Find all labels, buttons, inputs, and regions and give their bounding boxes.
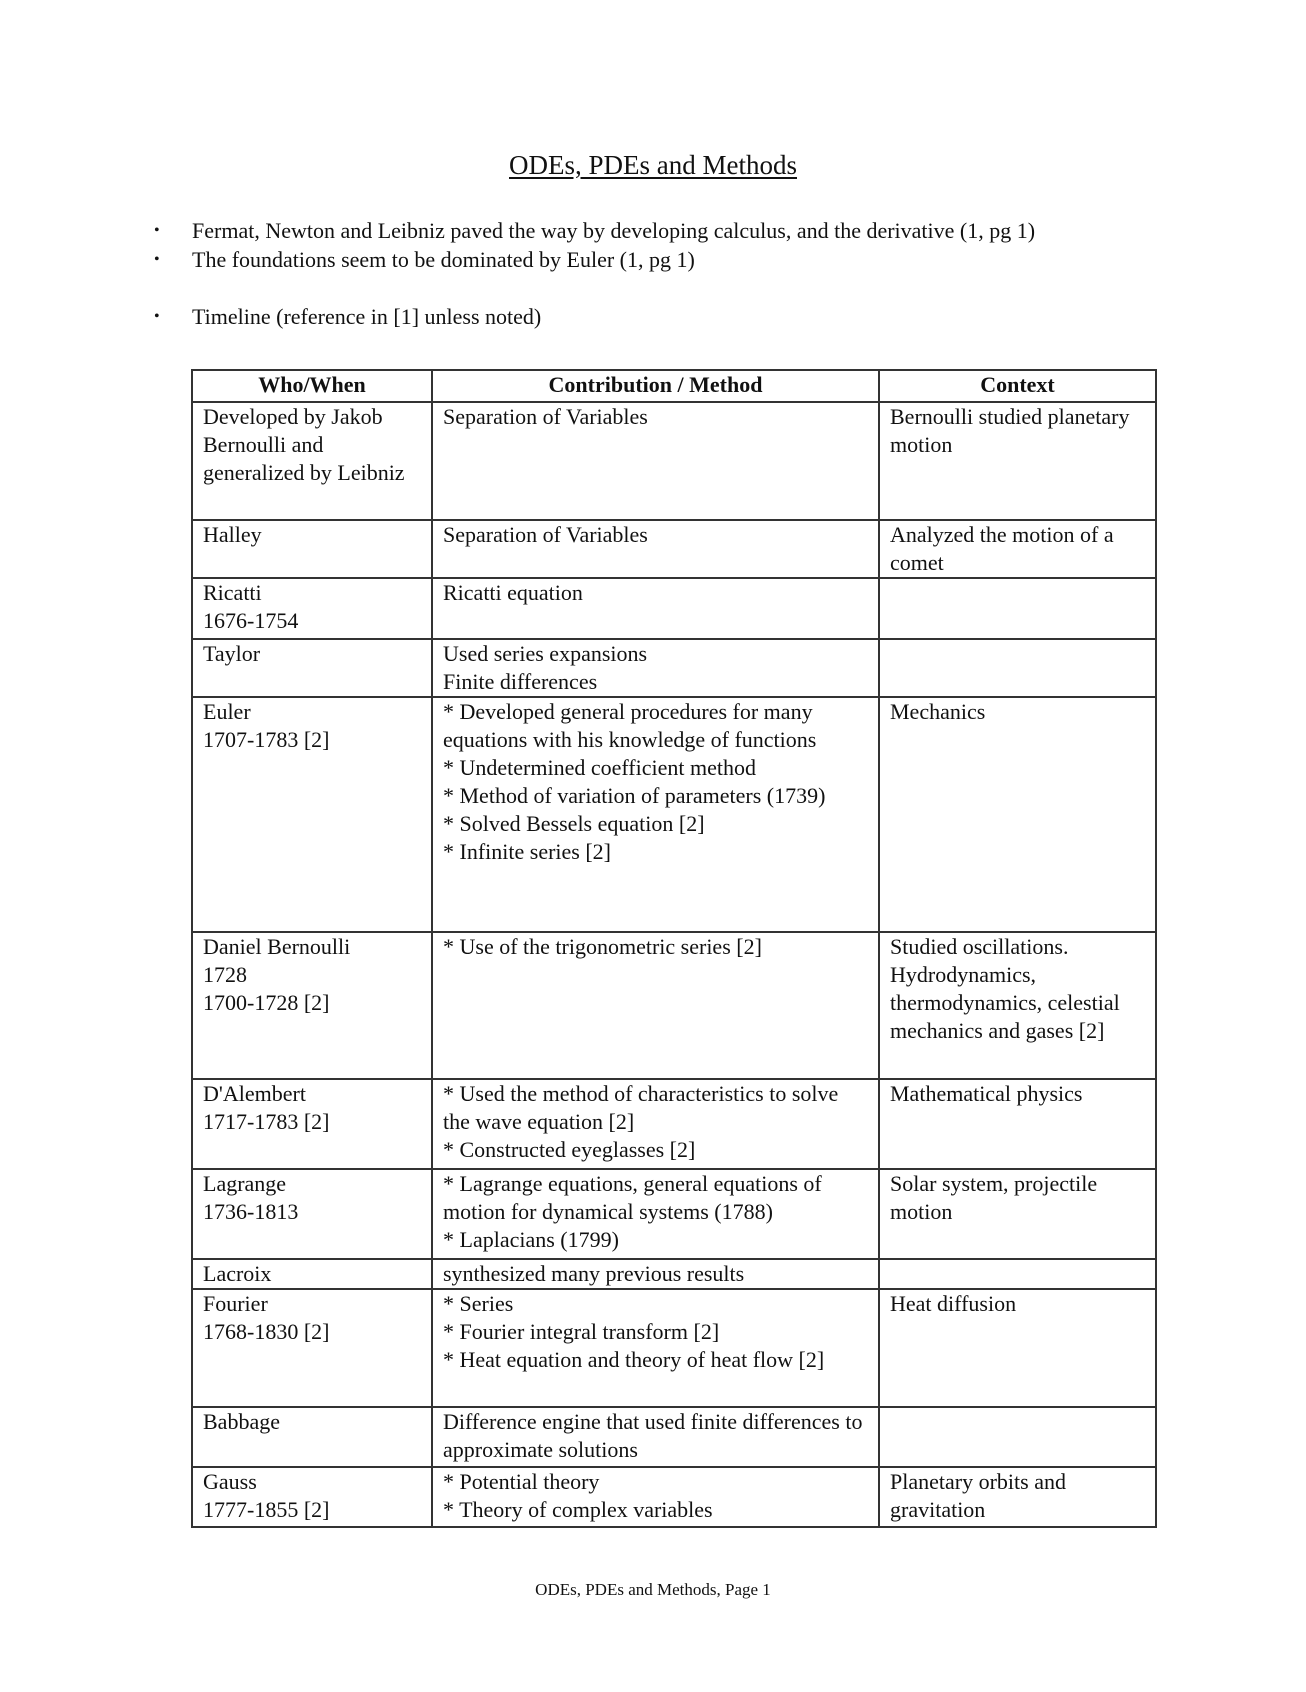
cell-context xyxy=(879,1289,1156,1407)
cell-text: * Series xyxy=(443,1291,514,1316)
cell-who xyxy=(192,1079,432,1169)
column-header-contribution: Contribution / Method xyxy=(432,370,879,402)
cell-text: * Heat equation and theory of heat flow [2] xyxy=(443,1347,825,1372)
cell-text: * Solved Bessels equation [2] xyxy=(443,811,705,836)
cell-text: * Lagrange equations, general equations of motion for dynamical systems (1788) xyxy=(443,1171,822,1224)
cell-context xyxy=(879,1259,1156,1289)
cell-contribution xyxy=(432,402,879,520)
cell-who xyxy=(192,1467,432,1527)
cell-text: Euler xyxy=(203,699,251,724)
cell-text: Developed by Jakob Bernoulli and generalized by Leibniz xyxy=(203,404,405,485)
cell-text: * Potential theory xyxy=(443,1469,600,1494)
table-row xyxy=(192,1259,1156,1289)
cell-text: Ricatti equation xyxy=(443,580,583,605)
cell-text: 1707-1783 [2] xyxy=(203,727,330,752)
cell-who xyxy=(192,520,432,578)
cell-text: Finite differences xyxy=(443,669,598,694)
cell-text: Lacroix xyxy=(203,1261,272,1286)
bullet-icon: • xyxy=(154,222,160,239)
cell-text: Solar system, projectile motion xyxy=(890,1171,1098,1224)
cell-text: Analyzed the motion of a comet xyxy=(890,522,1114,575)
cell-text: Gauss xyxy=(203,1469,257,1494)
cell-context xyxy=(879,1079,1156,1169)
cell-text: Fourier xyxy=(203,1291,268,1316)
cell-context xyxy=(879,1467,1156,1527)
column-header-who: Who/When xyxy=(192,370,432,402)
cell-text: Difference engine that used finite differences to approximate solutions xyxy=(443,1409,863,1462)
cell-contribution xyxy=(432,1169,879,1259)
cell-context xyxy=(879,402,1156,520)
cell-context xyxy=(879,578,1156,639)
table-row xyxy=(192,1289,1156,1407)
cell-who xyxy=(192,1407,432,1467)
cell-text: 1777-1855 [2] xyxy=(203,1497,330,1522)
bullet-icon: • xyxy=(154,251,160,268)
cell-text: D'Alembert xyxy=(203,1081,306,1106)
cell-contribution xyxy=(432,1259,879,1289)
cell-contribution xyxy=(432,1079,879,1169)
timeline-table xyxy=(191,369,1157,1528)
table-row xyxy=(192,697,1156,932)
cell-text: * Used the method of characteristics to solve the wave equation [2] xyxy=(443,1081,839,1134)
table-body xyxy=(192,402,1156,1527)
cell-contribution xyxy=(432,520,879,578)
bullet-icon: • xyxy=(154,308,160,325)
page-title: ODEs, PDEs and Methods xyxy=(509,150,797,180)
table-row xyxy=(192,1467,1156,1527)
cell-text: 1717-1783 [2] xyxy=(203,1109,330,1134)
cell-text: Studied oscillations. Hydrodynamics, thermodynamics, celestial mechanics and gases [2] xyxy=(890,934,1120,1043)
cell-text: Used series expansions xyxy=(443,641,648,666)
cell-text: Ricatti xyxy=(203,580,262,605)
table-header-row xyxy=(192,370,1156,402)
cell-text: * Constructed eyeglasses [2] xyxy=(443,1137,696,1162)
cell-text: * Theory of complex variables xyxy=(443,1497,713,1522)
cell-context xyxy=(879,639,1156,697)
table-row xyxy=(192,1169,1156,1259)
page-footer: ODEs, PDEs and Methods, Page 1 xyxy=(535,1580,771,1599)
cell-text: Separation of Variables xyxy=(443,522,648,547)
cell-who xyxy=(192,402,432,520)
cell-text: Planetary orbits and gravitation xyxy=(890,1469,1066,1522)
bullet-text: Timeline (reference in [1] unless noted) xyxy=(192,304,542,329)
cell-text: Taylor xyxy=(203,641,261,666)
bullet-item xyxy=(152,302,1152,331)
cell-text: Mathematical physics xyxy=(890,1081,1083,1106)
table-row xyxy=(192,932,1156,1079)
cell-contribution xyxy=(432,1467,879,1527)
cell-context xyxy=(879,1169,1156,1259)
cell-text: * Infinite series [2] xyxy=(443,839,611,864)
cell-text: 1676-1754 xyxy=(203,608,299,633)
cell-text: Lagrange xyxy=(203,1171,287,1196)
bullet-item xyxy=(152,216,1152,245)
cell-text: Mechanics xyxy=(890,699,986,724)
cell-contribution xyxy=(432,697,879,932)
table-row xyxy=(192,639,1156,697)
cell-contribution xyxy=(432,1289,879,1407)
cell-text: Daniel Bernoulli xyxy=(203,934,351,959)
cell-who xyxy=(192,697,432,932)
cell-text: * Undetermined coefficient method xyxy=(443,755,756,780)
cell-text: Babbage xyxy=(203,1409,280,1434)
cell-who xyxy=(192,578,432,639)
cell-contribution xyxy=(432,932,879,1079)
cell-text: * Fourier integral transform [2] xyxy=(443,1319,720,1344)
bullet-item xyxy=(152,245,1152,274)
cell-who xyxy=(192,1169,432,1259)
table-row xyxy=(192,1079,1156,1169)
cell-text: synthesized many previous results xyxy=(443,1261,745,1286)
cell-who xyxy=(192,639,432,697)
column-header-context: Context xyxy=(879,370,1156,402)
table-row xyxy=(192,402,1156,520)
cell-context xyxy=(879,932,1156,1079)
cell-contribution xyxy=(432,639,879,697)
table-row xyxy=(192,520,1156,578)
cell-text: Heat diffusion xyxy=(890,1291,1017,1316)
bullet-list xyxy=(152,216,1152,331)
cell-text: Separation of Variables xyxy=(443,404,648,429)
cell-contribution xyxy=(432,578,879,639)
bullet-text: Fermat, Newton and Leibniz paved the way by developing calculus, and the derivative (1, pg 1) xyxy=(192,218,1036,243)
cell-text: 1768-1830 [2] xyxy=(203,1319,330,1344)
table-row xyxy=(192,1407,1156,1467)
cell-context xyxy=(879,697,1156,932)
bullet-text: The foundations seem to be dominated by Euler (1, pg 1) xyxy=(192,247,695,272)
cell-contribution xyxy=(432,1407,879,1467)
cell-text: 1728 xyxy=(203,962,247,987)
cell-text: 1700-1728 [2] xyxy=(203,990,330,1015)
cell-who xyxy=(192,1259,432,1289)
cell-text: * Laplacians (1799) xyxy=(443,1227,619,1252)
cell-text: * Use of the trigonometric series [2] xyxy=(443,934,762,959)
cell-text: 1736-1813 xyxy=(203,1199,299,1224)
cell-text: Halley xyxy=(203,522,262,547)
cell-text: Bernoulli studied planetary motion xyxy=(890,404,1130,457)
table-row xyxy=(192,578,1156,639)
cell-who xyxy=(192,932,432,1079)
cell-context xyxy=(879,1407,1156,1467)
cell-who xyxy=(192,1289,432,1407)
cell-text: * Method of variation of parameters (1739) xyxy=(443,783,826,808)
cell-text: * Developed general procedures for many equations with his knowledge of functions xyxy=(443,699,817,752)
cell-context xyxy=(879,520,1156,578)
